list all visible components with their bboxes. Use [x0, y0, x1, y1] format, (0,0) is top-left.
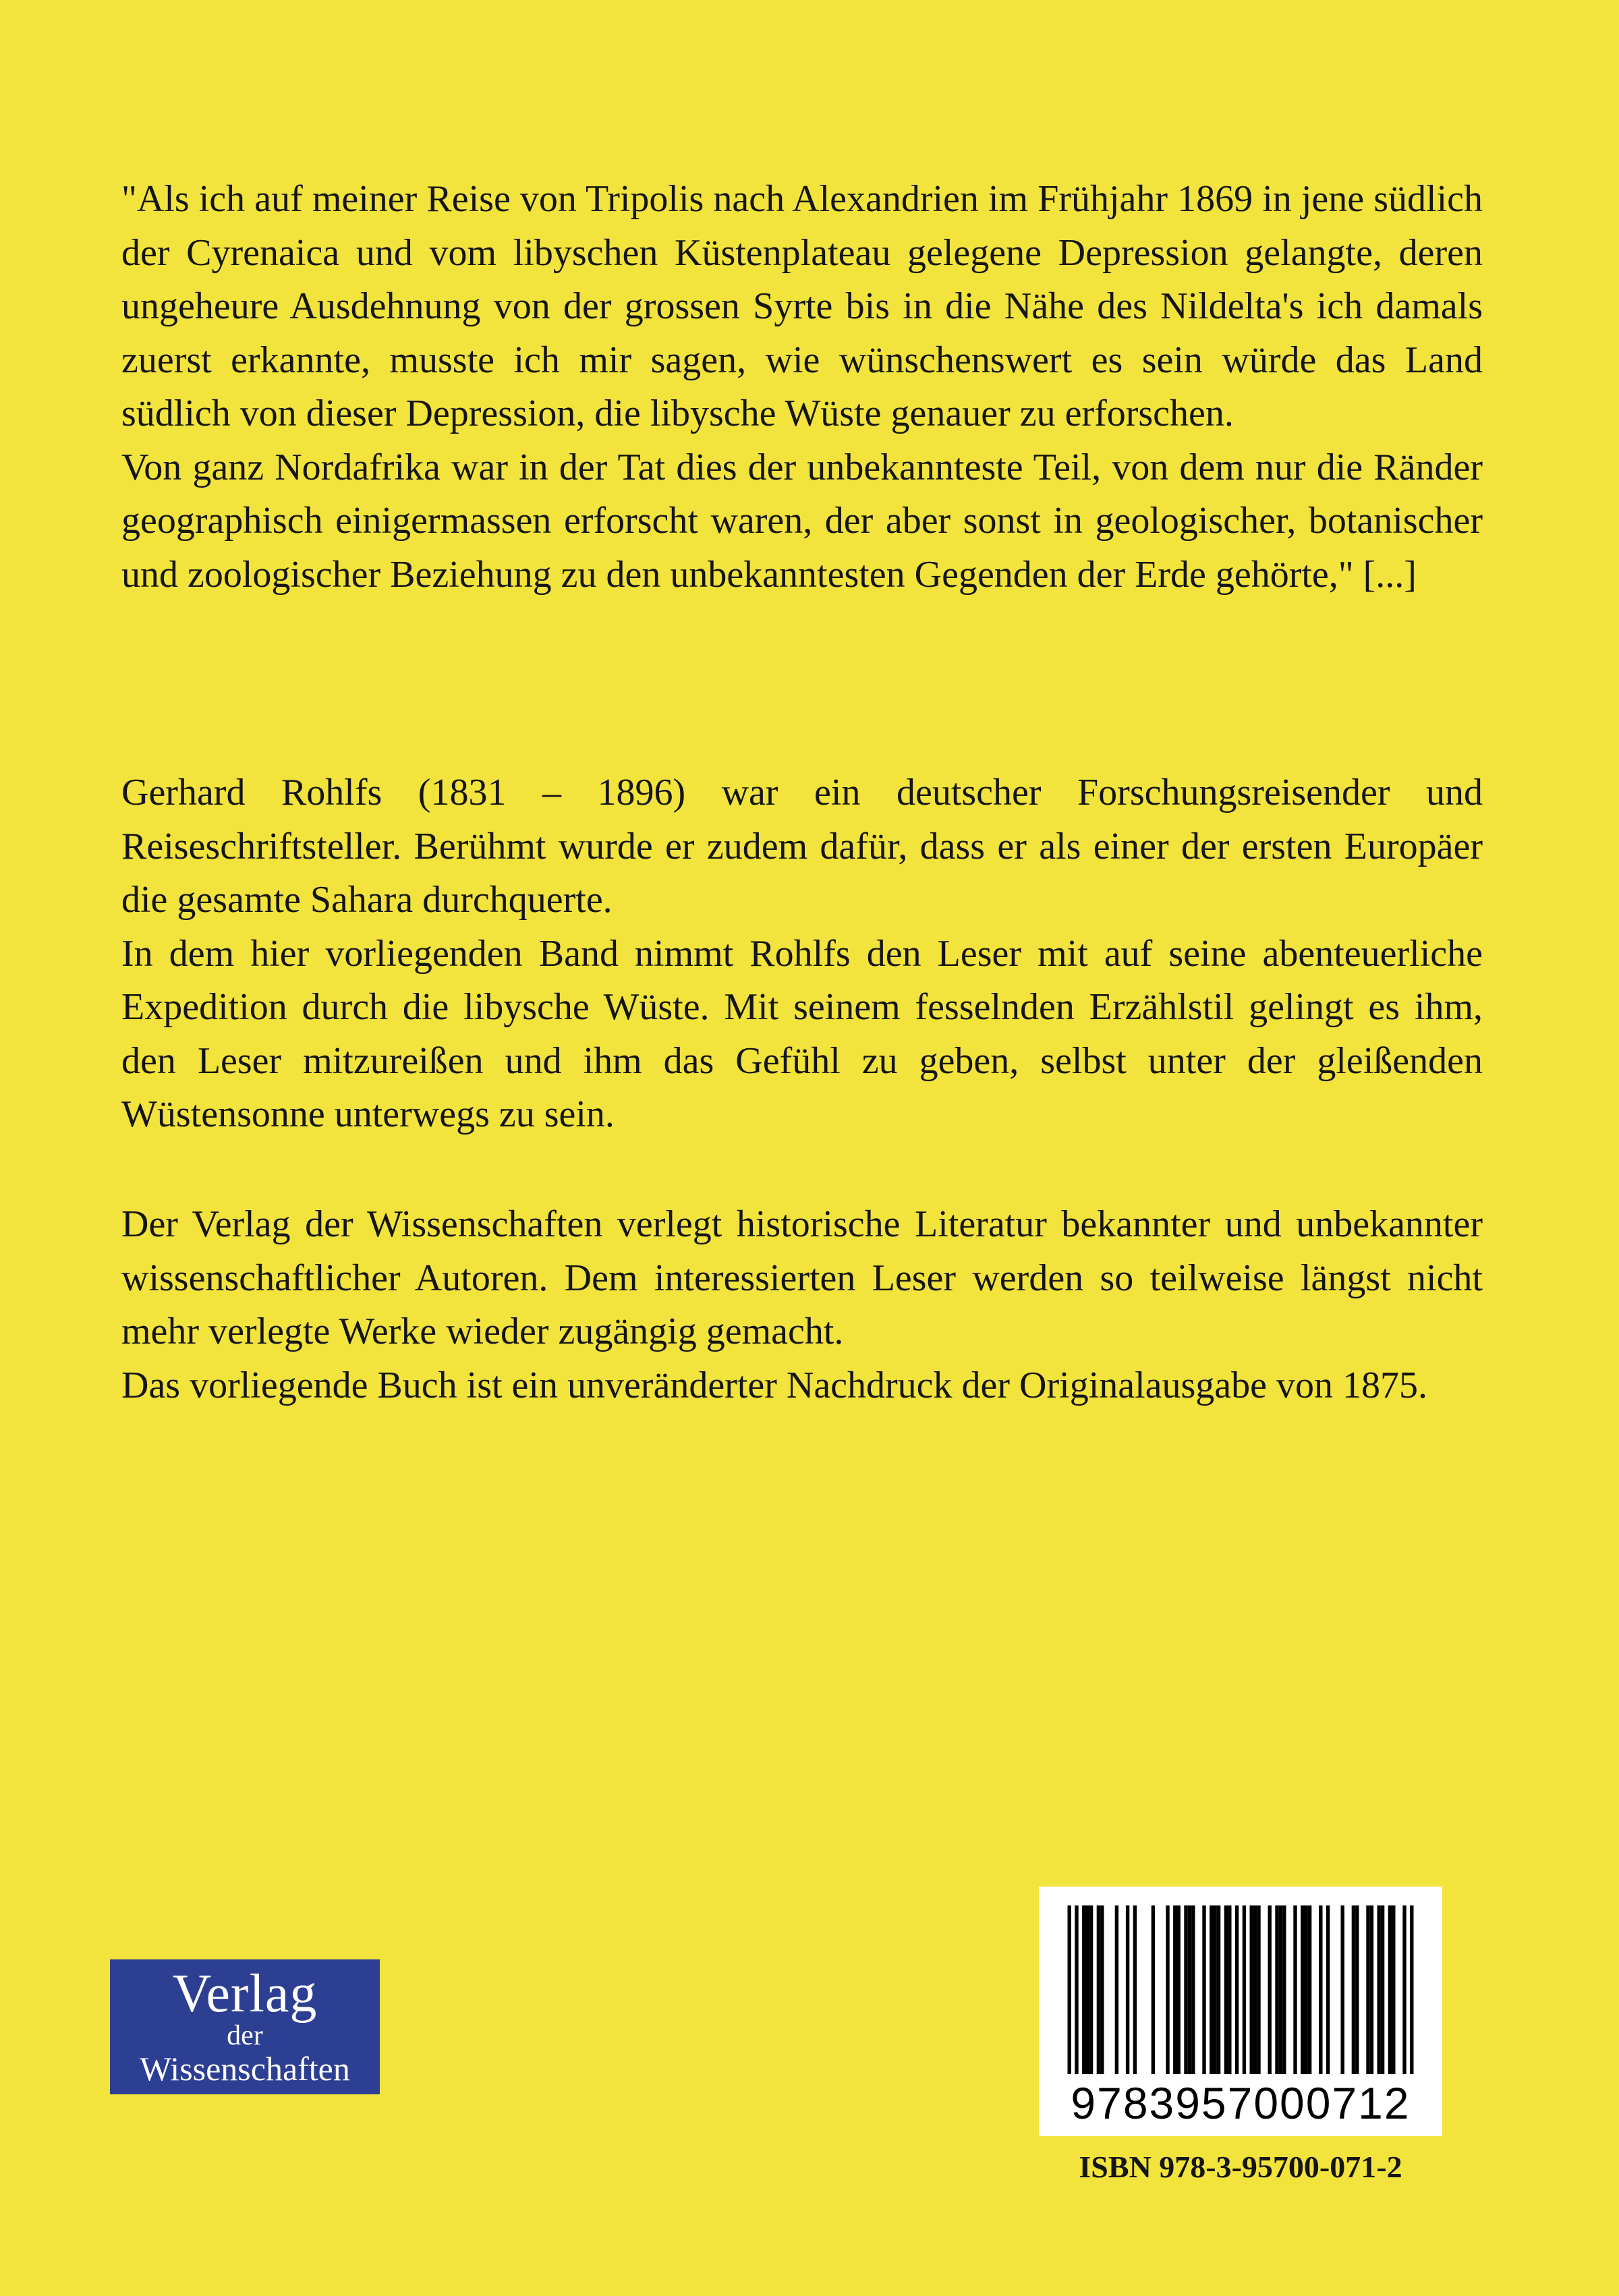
barcode — [1039, 1887, 1442, 2136]
barcode-bar — [1217, 1905, 1220, 2074]
quote-paragraph-1: "Als ich auf meiner Reise von Tripolis nach Alexandrien im Frühjahr 1869 in jene südlich der Cyrenaica und vom libyschen Küstenplateau gelegene Depression gelangte, deren ungeheure Ausdehnung von der grossen Syrte bis in die Nähe des Nildelta's ich damals zuerst erkannte, musste ich mir sagen, wie wünschenswert es sein würde das Land südlich von dieser Depression, die libysche Wüste genauer zu erforschen. — [121, 178, 1483, 434]
barcode-bar — [1082, 1905, 1085, 2074]
barcode-bar — [1173, 1905, 1176, 2074]
barcode-bar — [1402, 1905, 1406, 2074]
barcode-bar — [1381, 1905, 1384, 2074]
barcode-bar — [1268, 1905, 1272, 2074]
barcode-bar — [1089, 1905, 1093, 2074]
barcode-bar — [1370, 1905, 1373, 2074]
barcode-bar — [1253, 1905, 1257, 2074]
bio-paragraph-2: In dem hier vorliegenden Band nimmt Rohlfs den Leser mit auf seine abenteuerliche Expedition durch die libysche Wüste. Mit seinem fesselnden Erzählstil gelingt es ihm, den Leser mitzureißen und ihm das Gefühl zu geben, selbst unter der gleißenden Wüstensonne unterwegs zu sein. — [121, 932, 1483, 1135]
barcode-bar — [1133, 1905, 1137, 2074]
barcode-bar — [1152, 1905, 1155, 2074]
quote-paragraph-2: Von ganz Nordafrika war in der Tat dies der unbekannteste Teil, von dem nur die Ränder geographisch einigermassen erforscht waren, der aber sonst in geologischer, botanischer und zoologischer Beziehung zu den unbekanntesten Gegenden der Erde gehörte," [...] — [121, 446, 1483, 596]
barcode-bar — [1086, 1905, 1089, 2074]
barcode-bar — [1410, 1905, 1413, 2074]
barcode-bar — [1250, 1905, 1253, 2074]
barcode-bar — [1308, 1905, 1311, 2074]
barcode-bar — [1279, 1905, 1282, 2074]
publisher-info-section — [121, 1198, 1483, 1412]
barcode-bar — [1319, 1905, 1322, 2074]
isbn-label: ISBN 978-3-95700-071-2 — [1079, 2150, 1402, 2184]
barcode-bar — [1388, 1905, 1392, 2074]
barcode-bar — [1191, 1905, 1195, 2074]
barcode-bar — [1075, 1905, 1078, 2074]
barcode-bar — [1392, 1905, 1395, 2074]
barcode-bar — [1305, 1905, 1308, 2074]
logo-word-wissenschaften: Wissenschaften — [140, 2050, 350, 2088]
barcode-bar — [1184, 1905, 1187, 2074]
barcode-bar — [1341, 1905, 1344, 2074]
logo-word-verlag: Verlag — [172, 1964, 318, 2024]
barcode-bar — [1243, 1905, 1246, 2074]
publisher-logo — [110, 1959, 380, 2094]
barcode-bar — [1166, 1905, 1169, 2074]
barcode-bar — [1377, 1905, 1381, 2074]
logo-word-der: der — [227, 2020, 263, 2051]
barcode-bar — [1235, 1905, 1239, 2074]
barcode-bar — [1224, 1905, 1228, 2074]
quote-section — [121, 173, 1483, 602]
barcode-bar — [1202, 1905, 1205, 2074]
publisher-paragraph-2: Das vorliegende Buch ist ein unveränderter Nachdruck der Originalausgabe von 1875. — [121, 1364, 1428, 1406]
barcode-bar — [1097, 1905, 1100, 2074]
barcode-bar — [1366, 1905, 1369, 2074]
publisher-paragraph-1: Der Verlag der Wissenschaften verlegt historische Literatur bekannter und unbekannter wissenschaftlicher Autoren. Dem interessierten Leser werden so teilweise längst nicht mehr verlegte Werke wieder zugängig gemacht. — [121, 1203, 1483, 1352]
barcode-bar — [1352, 1905, 1355, 2074]
barcode-bar — [1293, 1905, 1297, 2074]
barcode-bar — [1275, 1905, 1278, 2074]
barcode-bar — [1326, 1905, 1330, 2074]
barcode-bar — [1177, 1905, 1181, 2074]
bio-paragraph-1: Gerhard Rohlfs (1831 – 1896) war ein deutscher Forschungsreisender und Reiseschriftsteller. Berühmt wurde er zudem dafür, dass er als einer der ersten Europäer die gesamte Sahara durchquerte. — [121, 772, 1483, 921]
barcode-bar — [1228, 1905, 1231, 2074]
barcode-bar — [1115, 1905, 1118, 2074]
author-bio-section — [121, 766, 1483, 1142]
barcode-bar — [1126, 1905, 1129, 2074]
barcode-bar — [1282, 1905, 1286, 2074]
barcode-bar — [1355, 1905, 1359, 2074]
barcode-bar — [1210, 1905, 1213, 2074]
barcode-bar — [1301, 1905, 1304, 2074]
barcode-bar — [1068, 1905, 1071, 2074]
barcode-bar — [1100, 1905, 1104, 2074]
barcode-bar — [1214, 1905, 1217, 2074]
barcode-bar — [1188, 1905, 1191, 2074]
barcode-bars — [1039, 1887, 1442, 2082]
barcode-digits: 9783957000712 — [1071, 2078, 1411, 2128]
barcode-bar — [1257, 1905, 1260, 2074]
